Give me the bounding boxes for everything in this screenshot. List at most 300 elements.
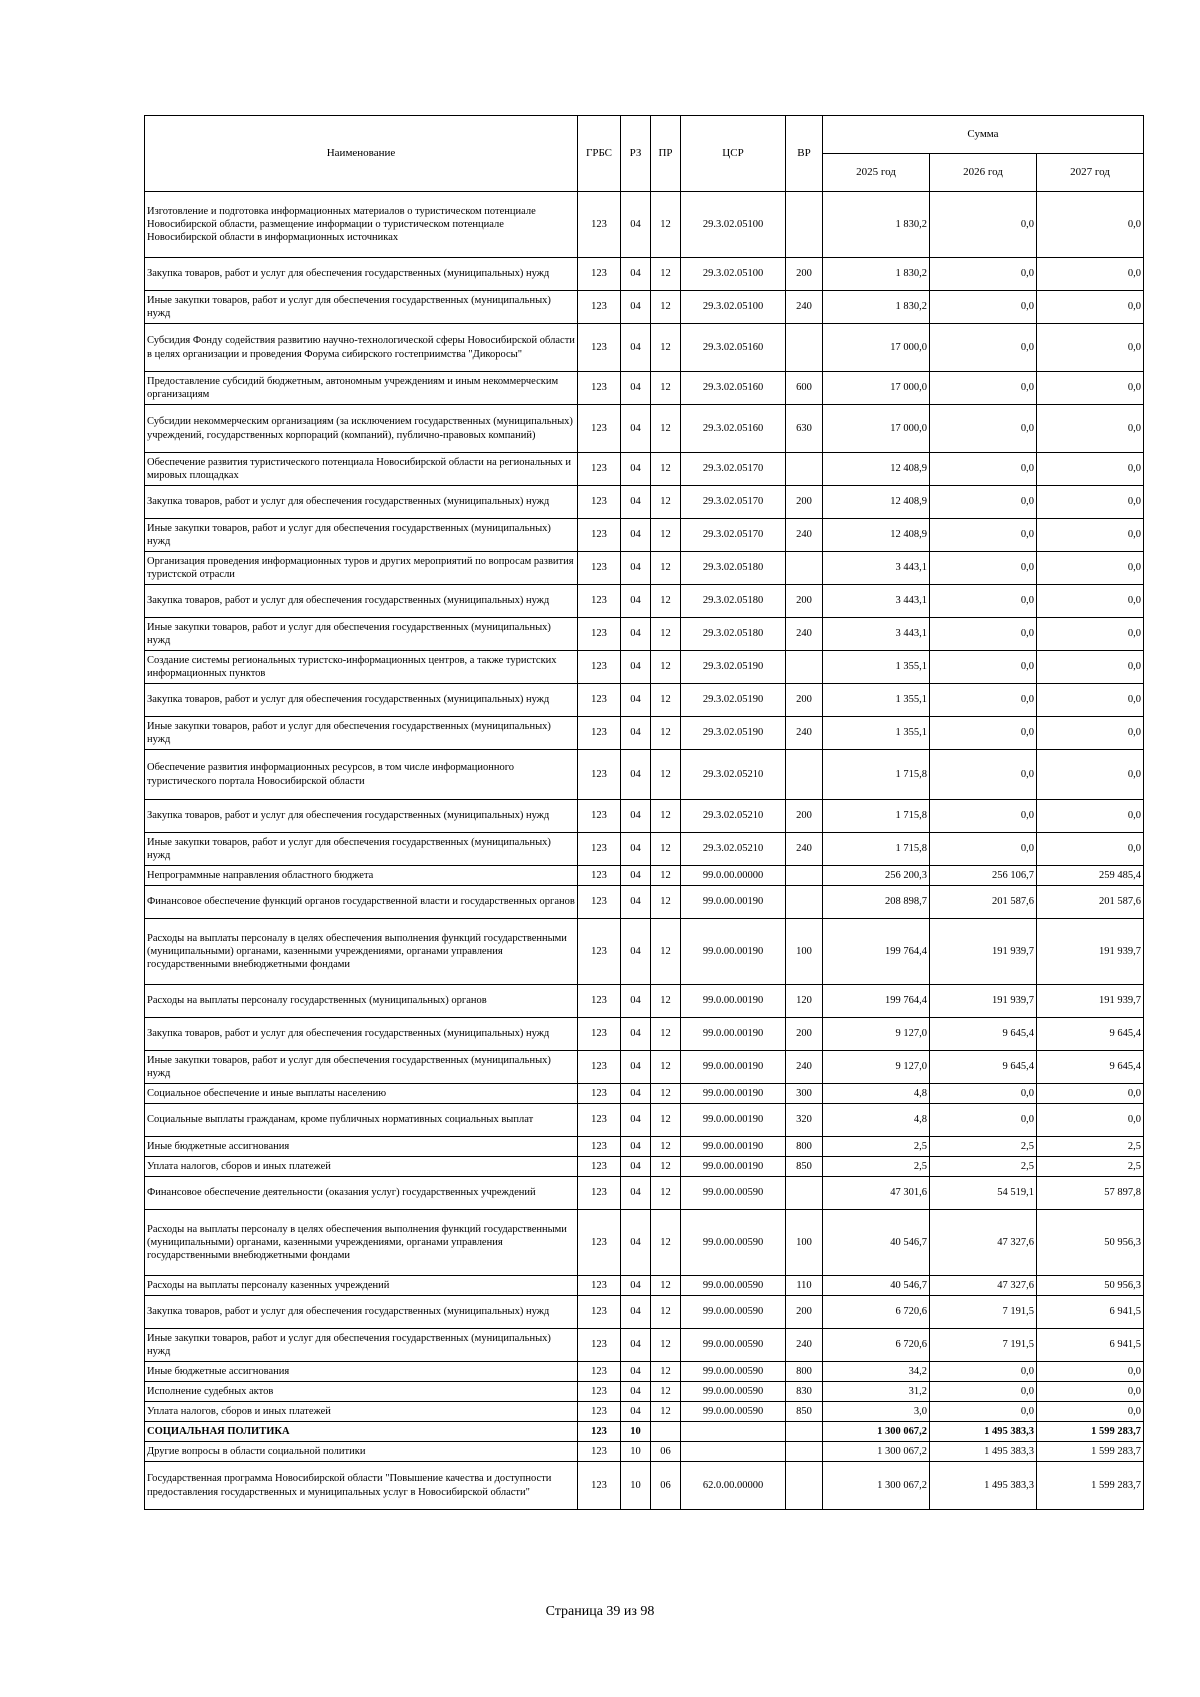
row-sum-2025: 1 830,2 — [823, 192, 930, 258]
header-vr: ВР — [786, 116, 823, 192]
header-pr: ПР — [651, 116, 681, 192]
row-grbs: 123 — [578, 453, 621, 486]
row-csr: 99.0.00.00590 — [681, 1329, 786, 1362]
row-pr: 12 — [651, 651, 681, 684]
row-rz: 04 — [621, 519, 651, 552]
row-sum-2026: 1 495 383,3 — [930, 1422, 1037, 1442]
row-pr: 06 — [651, 1442, 681, 1462]
row-sum-2027: 0,0 — [1037, 585, 1144, 618]
row-rz: 04 — [621, 985, 651, 1018]
row-sum-2026: 0,0 — [930, 684, 1037, 717]
row-csr: 99.0.00.00190 — [681, 886, 786, 919]
row-name: Расходы на выплаты персоналу в целях обеспечения выполнения функций государственными (муниципальными) органами, казенными учреждениями, органами управления государственными внебюджетными фондами — [145, 1210, 578, 1276]
row-rz: 04 — [621, 1276, 651, 1296]
row-sum-2027: 0,0 — [1037, 1104, 1144, 1137]
row-pr: 12 — [651, 717, 681, 750]
row-csr: 29.3.02.05170 — [681, 453, 786, 486]
row-csr: 99.0.00.00590 — [681, 1382, 786, 1402]
table-row — [145, 1084, 1144, 1104]
row-pr: 12 — [651, 1402, 681, 1422]
row-sum-2026: 1 495 383,3 — [930, 1462, 1037, 1510]
row-sum-2025: 2,5 — [823, 1157, 930, 1177]
row-sum-2025: 40 546,7 — [823, 1210, 930, 1276]
header-rz: РЗ — [621, 116, 651, 192]
row-sum-2027: 0,0 — [1037, 552, 1144, 585]
row-csr: 62.0.00.00000 — [681, 1462, 786, 1510]
row-name: Социальное обеспечение и иные выплаты населению — [145, 1084, 578, 1104]
row-sum-2027: 0,0 — [1037, 258, 1144, 291]
row-pr: 12 — [651, 258, 681, 291]
row-rz: 04 — [621, 684, 651, 717]
row-sum-2025: 1 300 067,2 — [823, 1422, 930, 1442]
row-sum-2025: 12 408,9 — [823, 519, 930, 552]
table-row — [145, 618, 1144, 651]
row-name: Закупка товаров, работ и услуг для обеспечения государственных (муниципальных) нужд — [145, 486, 578, 519]
row-csr: 99.0.00.00190 — [681, 1051, 786, 1084]
row-pr: 12 — [651, 1296, 681, 1329]
row-grbs: 123 — [578, 985, 621, 1018]
row-sum-2027: 0,0 — [1037, 453, 1144, 486]
row-grbs: 123 — [578, 750, 621, 800]
row-sum-2027: 0,0 — [1037, 1084, 1144, 1104]
row-pr: 12 — [651, 1104, 681, 1137]
row-sum-2027: 1 599 283,7 — [1037, 1422, 1144, 1442]
row-pr: 12 — [651, 585, 681, 618]
row-sum-2025: 1 715,8 — [823, 800, 930, 833]
row-pr: 12 — [651, 1210, 681, 1276]
table-row — [145, 405, 1144, 453]
row-name: Иные бюджетные ассигнования — [145, 1137, 578, 1157]
table-row — [145, 1462, 1144, 1510]
row-sum-2026: 0,0 — [930, 324, 1037, 372]
row-vr: 100 — [786, 919, 823, 985]
row-name: Финансовое обеспечение функций органов государственной власти и государственных органов — [145, 886, 578, 919]
row-rz: 04 — [621, 324, 651, 372]
row-name: Иные закупки товаров, работ и услуг для обеспечения государственных (муниципальных) нужд — [145, 833, 578, 866]
row-csr: 29.3.02.05210 — [681, 800, 786, 833]
row-sum-2025: 34,2 — [823, 1362, 930, 1382]
row-sum-2026: 0,0 — [930, 800, 1037, 833]
row-rz: 04 — [621, 1402, 651, 1422]
row-name: Организация проведения информационных туров и других мероприятий по вопросам развития туристской отрасли — [145, 552, 578, 585]
table-row — [145, 1018, 1144, 1051]
row-csr: 99.0.00.00190 — [681, 1018, 786, 1051]
row-rz: 04 — [621, 552, 651, 585]
row-sum-2026: 0,0 — [930, 258, 1037, 291]
table-row — [145, 651, 1144, 684]
row-rz: 04 — [621, 405, 651, 453]
table-row — [145, 684, 1144, 717]
row-name: Расходы на выплаты персоналу казенных учреждений — [145, 1276, 578, 1296]
table-row — [145, 1442, 1144, 1462]
row-name: Расходы на выплаты персоналу государственных (муниципальных) органов — [145, 985, 578, 1018]
row-sum-2025: 1 830,2 — [823, 258, 930, 291]
row-rz: 04 — [621, 750, 651, 800]
row-name: Закупка товаров, работ и услуг для обеспечения государственных (муниципальных) нужд — [145, 1296, 578, 1329]
row-sum-2026: 9 645,4 — [930, 1018, 1037, 1051]
row-sum-2025: 4,8 — [823, 1104, 930, 1137]
row-vr — [786, 453, 823, 486]
row-vr: 630 — [786, 405, 823, 453]
table-row — [145, 750, 1144, 800]
row-sum-2026: 0,0 — [930, 618, 1037, 651]
row-sum-2025: 40 546,7 — [823, 1276, 930, 1296]
table-row — [145, 1276, 1144, 1296]
row-sum-2026: 0,0 — [930, 372, 1037, 405]
row-pr: 12 — [651, 552, 681, 585]
row-grbs: 123 — [578, 1422, 621, 1442]
row-pr: 12 — [651, 800, 681, 833]
row-sum-2025: 1 300 067,2 — [823, 1462, 930, 1510]
table-row — [145, 552, 1144, 585]
row-vr — [786, 1442, 823, 1462]
row-sum-2025: 12 408,9 — [823, 486, 930, 519]
row-pr: 12 — [651, 291, 681, 324]
row-pr: 12 — [651, 833, 681, 866]
row-sum-2027: 0,0 — [1037, 618, 1144, 651]
table-row — [145, 192, 1144, 258]
table-row — [145, 1329, 1144, 1362]
row-pr — [651, 1422, 681, 1442]
row-sum-2026: 191 939,7 — [930, 985, 1037, 1018]
table-row — [145, 833, 1144, 866]
row-pr: 12 — [651, 1157, 681, 1177]
table-row — [145, 1402, 1144, 1422]
row-sum-2027: 191 939,7 — [1037, 919, 1144, 985]
row-rz: 04 — [621, 585, 651, 618]
row-vr: 240 — [786, 1329, 823, 1362]
row-pr: 12 — [651, 985, 681, 1018]
row-sum-2026: 47 327,6 — [930, 1276, 1037, 1296]
row-sum-2026: 0,0 — [930, 651, 1037, 684]
row-name: Субсидия Фонду содействия развитию научно-технологической сферы Новосибирской области в целях организации и проведения Форума сибирского гостеприимства "Дикоросы" — [145, 324, 578, 372]
row-rz: 10 — [621, 1462, 651, 1510]
row-sum-2025: 1 355,1 — [823, 651, 930, 684]
row-grbs: 123 — [578, 1177, 621, 1210]
row-pr: 12 — [651, 324, 681, 372]
header-year-2027: 2027 год — [1037, 154, 1144, 192]
row-csr: 29.3.02.05100 — [681, 258, 786, 291]
row-sum-2027: 0,0 — [1037, 192, 1144, 258]
row-name: Финансовое обеспечение деятельности (оказания услуг) государственных учреждений — [145, 1177, 578, 1210]
table-row — [145, 1296, 1144, 1329]
row-csr: 29.3.02.05210 — [681, 750, 786, 800]
row-csr: 99.0.00.00590 — [681, 1362, 786, 1382]
row-sum-2027: 0,0 — [1037, 684, 1144, 717]
row-rz: 04 — [621, 1018, 651, 1051]
row-sum-2026: 191 939,7 — [930, 919, 1037, 985]
row-rz: 04 — [621, 717, 651, 750]
row-sum-2027: 0,0 — [1037, 717, 1144, 750]
row-vr: 240 — [786, 1051, 823, 1084]
row-grbs: 123 — [578, 1442, 621, 1462]
row-pr: 12 — [651, 1084, 681, 1104]
row-sum-2027: 50 956,3 — [1037, 1210, 1144, 1276]
row-vr: 200 — [786, 1296, 823, 1329]
table-row — [145, 291, 1144, 324]
row-rz: 04 — [621, 1051, 651, 1084]
table-row — [145, 258, 1144, 291]
row-rz: 04 — [621, 866, 651, 886]
row-sum-2026: 0,0 — [930, 405, 1037, 453]
row-grbs: 123 — [578, 1104, 621, 1137]
row-sum-2027: 191 939,7 — [1037, 985, 1144, 1018]
row-csr: 99.0.00.00190 — [681, 919, 786, 985]
row-csr: 29.3.02.05180 — [681, 552, 786, 585]
table-row — [145, 453, 1144, 486]
row-pr: 12 — [651, 886, 681, 919]
row-grbs: 123 — [578, 1157, 621, 1177]
row-name: Расходы на выплаты персоналу в целях обеспечения выполнения функций государственными (муниципальными) органами, казенными учреждениями, органами управления государственными внебюджетными фондами — [145, 919, 578, 985]
row-vr: 120 — [786, 985, 823, 1018]
row-vr: 800 — [786, 1362, 823, 1382]
row-grbs: 123 — [578, 1018, 621, 1051]
row-rz: 04 — [621, 372, 651, 405]
row-vr — [786, 552, 823, 585]
row-csr: 29.3.02.05180 — [681, 585, 786, 618]
table-row — [145, 1104, 1144, 1137]
row-csr: 29.3.02.05190 — [681, 651, 786, 684]
row-name: Другие вопросы в области социальной политики — [145, 1442, 578, 1462]
row-csr: 29.3.02.05160 — [681, 324, 786, 372]
row-grbs: 123 — [578, 651, 621, 684]
row-vr: 830 — [786, 1382, 823, 1402]
row-grbs: 123 — [578, 1276, 621, 1296]
row-grbs: 123 — [578, 866, 621, 886]
row-pr: 12 — [651, 453, 681, 486]
row-pr: 12 — [651, 1362, 681, 1382]
row-sum-2027: 0,0 — [1037, 1382, 1144, 1402]
row-grbs: 123 — [578, 585, 621, 618]
row-csr: 99.0.00.00190 — [681, 1104, 786, 1137]
row-rz: 10 — [621, 1442, 651, 1462]
row-sum-2025: 3 443,1 — [823, 552, 930, 585]
row-name: Закупка товаров, работ и услуг для обеспечения государственных (муниципальных) нужд — [145, 585, 578, 618]
row-name: Закупка товаров, работ и услуг для обеспечения государственных (муниципальных) нужд — [145, 684, 578, 717]
row-name: Субсидии некоммерческим организациям (за исключением государственных (муниципальных) учреждений, государственных корпораций (компаний), публично-правовых компаний) — [145, 405, 578, 453]
row-rz: 04 — [621, 1157, 651, 1177]
table-row — [145, 1210, 1144, 1276]
row-name: Создание системы региональных туристско-информационных центров, а также туристских информационных пунктов — [145, 651, 578, 684]
row-pr: 12 — [651, 1177, 681, 1210]
row-pr: 12 — [651, 1018, 681, 1051]
row-name: Иные закупки товаров, работ и услуг для обеспечения государственных (муниципальных) нужд — [145, 519, 578, 552]
row-vr — [786, 866, 823, 886]
row-grbs: 123 — [578, 618, 621, 651]
row-sum-2025: 199 764,4 — [823, 985, 930, 1018]
row-sum-2027: 0,0 — [1037, 651, 1144, 684]
row-name: Социальные выплаты гражданам, кроме публичных нормативных социальных выплат — [145, 1104, 578, 1137]
row-vr: 200 — [786, 800, 823, 833]
row-pr: 12 — [651, 486, 681, 519]
row-csr — [681, 1442, 786, 1462]
row-pr: 12 — [651, 684, 681, 717]
row-sum-2025: 1 715,8 — [823, 750, 930, 800]
row-sum-2025: 3 443,1 — [823, 585, 930, 618]
table-row — [145, 1157, 1144, 1177]
row-sum-2027: 0,0 — [1037, 833, 1144, 866]
row-sum-2026: 0,0 — [930, 1104, 1037, 1137]
row-sum-2027: 201 587,6 — [1037, 886, 1144, 919]
row-sum-2025: 6 720,6 — [823, 1329, 930, 1362]
row-pr: 12 — [651, 618, 681, 651]
row-grbs: 123 — [578, 886, 621, 919]
row-pr: 12 — [651, 1329, 681, 1362]
table-header — [145, 116, 1144, 192]
row-rz: 04 — [621, 886, 651, 919]
header-grbs: ГРБС — [578, 116, 621, 192]
row-sum-2025: 1 715,8 — [823, 833, 930, 866]
row-vr: 110 — [786, 1276, 823, 1296]
row-vr — [786, 192, 823, 258]
row-sum-2027: 0,0 — [1037, 750, 1144, 800]
row-pr: 12 — [651, 750, 681, 800]
row-name: Непрограммные направления областного бюджета — [145, 866, 578, 886]
row-sum-2027: 0,0 — [1037, 405, 1144, 453]
row-sum-2027: 50 956,3 — [1037, 1276, 1144, 1296]
row-vr: 200 — [786, 585, 823, 618]
table-row — [145, 1382, 1144, 1402]
row-sum-2027: 0,0 — [1037, 519, 1144, 552]
row-sum-2025: 17 000,0 — [823, 405, 930, 453]
row-grbs: 123 — [578, 192, 621, 258]
header-sum: Сумма — [823, 116, 1144, 154]
row-pr: 06 — [651, 1462, 681, 1510]
row-sum-2025: 17 000,0 — [823, 372, 930, 405]
row-pr: 12 — [651, 866, 681, 886]
row-pr: 12 — [651, 1051, 681, 1084]
row-csr: 29.3.02.05170 — [681, 519, 786, 552]
row-name: Иные закупки товаров, работ и услуг для обеспечения государственных (муниципальных) нужд — [145, 1329, 578, 1362]
row-rz: 04 — [621, 651, 651, 684]
row-sum-2027: 9 645,4 — [1037, 1051, 1144, 1084]
row-vr: 100 — [786, 1210, 823, 1276]
row-sum-2026: 0,0 — [930, 750, 1037, 800]
row-vr: 240 — [786, 717, 823, 750]
row-sum-2026: 0,0 — [930, 1382, 1037, 1402]
row-vr — [786, 1177, 823, 1210]
row-sum-2025: 256 200,3 — [823, 866, 930, 886]
table-row — [145, 1422, 1144, 1442]
table-row — [145, 717, 1144, 750]
row-csr: 29.3.02.05170 — [681, 486, 786, 519]
row-csr: 29.3.02.05210 — [681, 833, 786, 866]
row-grbs: 123 — [578, 1382, 621, 1402]
row-grbs: 123 — [578, 1137, 621, 1157]
table-row — [145, 886, 1144, 919]
row-sum-2027: 0,0 — [1037, 372, 1144, 405]
row-pr: 12 — [651, 1137, 681, 1157]
row-sum-2025: 3 443,1 — [823, 618, 930, 651]
row-pr: 12 — [651, 405, 681, 453]
row-csr: 29.3.02.05190 — [681, 717, 786, 750]
row-rz: 04 — [621, 618, 651, 651]
row-sum-2027: 6 941,5 — [1037, 1296, 1144, 1329]
row-vr: 240 — [786, 291, 823, 324]
row-csr — [681, 1422, 786, 1442]
row-name: Предоставление субсидий бюджетным, автономным учреждениям и иным некоммерческим организациям — [145, 372, 578, 405]
row-pr: 12 — [651, 1276, 681, 1296]
row-grbs: 123 — [578, 1051, 621, 1084]
row-name: Закупка товаров, работ и услуг для обеспечения государственных (муниципальных) нужд — [145, 800, 578, 833]
row-rz: 04 — [621, 1177, 651, 1210]
row-sum-2026: 47 327,6 — [930, 1210, 1037, 1276]
row-rz: 04 — [621, 919, 651, 985]
row-sum-2025: 31,2 — [823, 1382, 930, 1402]
row-name: Иные закупки товаров, работ и услуг для обеспечения государственных (муниципальных) нужд — [145, 717, 578, 750]
page-number: Страница 39 из 98 — [545, 1604, 655, 1619]
row-vr: 240 — [786, 618, 823, 651]
row-sum-2025: 1 830,2 — [823, 291, 930, 324]
row-sum-2026: 0,0 — [930, 1362, 1037, 1382]
row-vr: 850 — [786, 1157, 823, 1177]
row-grbs: 123 — [578, 1402, 621, 1422]
row-vr: 200 — [786, 258, 823, 291]
row-sum-2027: 2,5 — [1037, 1137, 1144, 1157]
row-rz: 04 — [621, 1382, 651, 1402]
row-pr: 12 — [651, 519, 681, 552]
row-vr: 240 — [786, 833, 823, 866]
row-name: Изготовление и подготовка информационных материалов о туристическом потенциале Новосибирской области, размещение информации о туристическом потенциале Новосибирской области в информационных источниках — [145, 192, 578, 258]
table-row — [145, 1137, 1144, 1157]
header-csr: ЦСР — [681, 116, 786, 192]
row-vr: 600 — [786, 372, 823, 405]
row-grbs: 123 — [578, 291, 621, 324]
row-csr: 99.0.00.00190 — [681, 1084, 786, 1104]
row-csr: 99.0.00.00590 — [681, 1296, 786, 1329]
row-grbs: 123 — [578, 405, 621, 453]
row-name: Иные закупки товаров, работ и услуг для обеспечения государственных (муниципальных) нужд — [145, 291, 578, 324]
row-sum-2026: 0,0 — [930, 291, 1037, 324]
table-row — [145, 800, 1144, 833]
row-grbs: 123 — [578, 1296, 621, 1329]
row-name: Обеспечение развития туристического потенциала Новосибирской области на региональных и мировых площадках — [145, 453, 578, 486]
row-pr: 12 — [651, 919, 681, 985]
row-rz: 04 — [621, 258, 651, 291]
row-sum-2025: 1 355,1 — [823, 684, 930, 717]
row-grbs: 123 — [578, 372, 621, 405]
table-row — [145, 486, 1144, 519]
row-rz: 04 — [621, 1210, 651, 1276]
row-rz: 10 — [621, 1422, 651, 1442]
row-sum-2026: 54 519,1 — [930, 1177, 1037, 1210]
row-sum-2026: 0,0 — [930, 486, 1037, 519]
row-sum-2026: 7 191,5 — [930, 1329, 1037, 1362]
row-grbs: 123 — [578, 1462, 621, 1510]
row-vr: 300 — [786, 1084, 823, 1104]
row-sum-2027: 6 941,5 — [1037, 1329, 1144, 1362]
table-row — [145, 1051, 1144, 1084]
row-pr: 12 — [651, 1382, 681, 1402]
row-vr — [786, 1422, 823, 1442]
row-sum-2026: 0,0 — [930, 717, 1037, 750]
row-csr: 29.3.02.05190 — [681, 684, 786, 717]
row-sum-2026: 2,5 — [930, 1157, 1037, 1177]
budget-table — [144, 115, 1144, 1510]
table-row — [145, 324, 1144, 372]
row-rz: 04 — [621, 1296, 651, 1329]
row-sum-2026: 7 191,5 — [930, 1296, 1037, 1329]
row-rz: 04 — [621, 833, 651, 866]
row-sum-2026: 1 495 383,3 — [930, 1442, 1037, 1462]
table-body — [145, 192, 1144, 1510]
row-grbs: 123 — [578, 1084, 621, 1104]
row-csr: 29.3.02.05160 — [681, 405, 786, 453]
table-row — [145, 1362, 1144, 1382]
row-sum-2027: 0,0 — [1037, 1362, 1144, 1382]
row-grbs: 123 — [578, 717, 621, 750]
row-name: Обеспечение развития информационных ресурсов, в том числе информационного туристического портала Новосибирской области — [145, 750, 578, 800]
